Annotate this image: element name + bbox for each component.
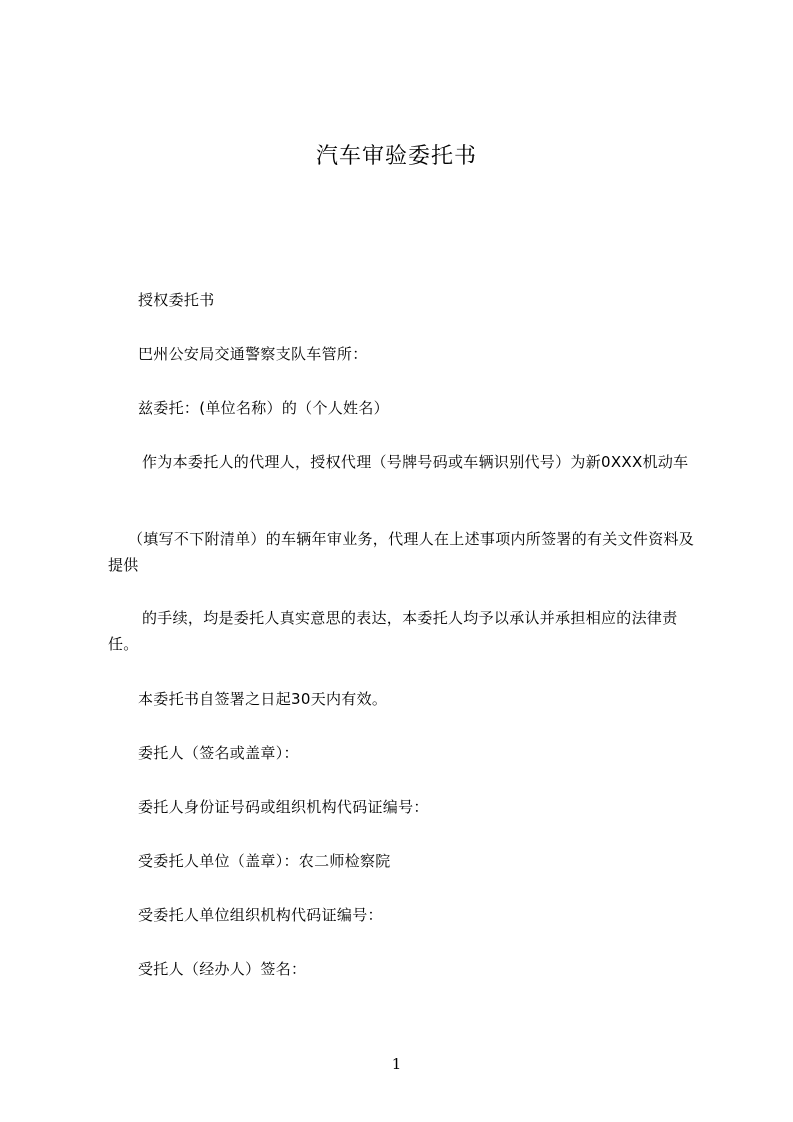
- field-agent-unit: 受委托人单位（盖章）：农二师检察院: [138, 852, 391, 870]
- field-handler-signature: 受托人（经办人）签名：: [138, 960, 307, 978]
- document-title: 汽车审验委托书: [315, 144, 477, 169]
- paragraph-liability: 的手续，均是委托人真实意思的表达，本委托人均予以承认并承担相应的法律责任。: [108, 609, 678, 653]
- field-agent-unit-code: 受委托人单位组织机构代码证编号：: [138, 906, 383, 924]
- paragraph-addressee: 巴州公安局交通警察支队车管所：: [138, 345, 368, 363]
- paragraph-agent-authorization: 作为本委托人的代理人，授权代理（号牌号码或车辆识别代号）为新0XXX机动车: [142, 453, 689, 471]
- paragraph-entrust: 兹委托：(单位名称）的（个人姓名）: [138, 399, 389, 417]
- paragraph-annual-inspection: （填写不下附清单）的车辆年审业务，代理人在上述事项内所签署的有关文件资料及提供: [108, 530, 695, 574]
- field-principal-signature: 委托人（签名或盖章）：: [138, 744, 299, 762]
- page-number: 1: [391, 1055, 402, 1073]
- paragraph-validity: 本委托书自签署之日起30天内有效。: [138, 690, 388, 708]
- paragraph-authorization-heading: 授权委托书: [138, 291, 215, 309]
- field-principal-id-number: 委托人身份证号码或组织机构代码证编号：: [138, 798, 429, 816]
